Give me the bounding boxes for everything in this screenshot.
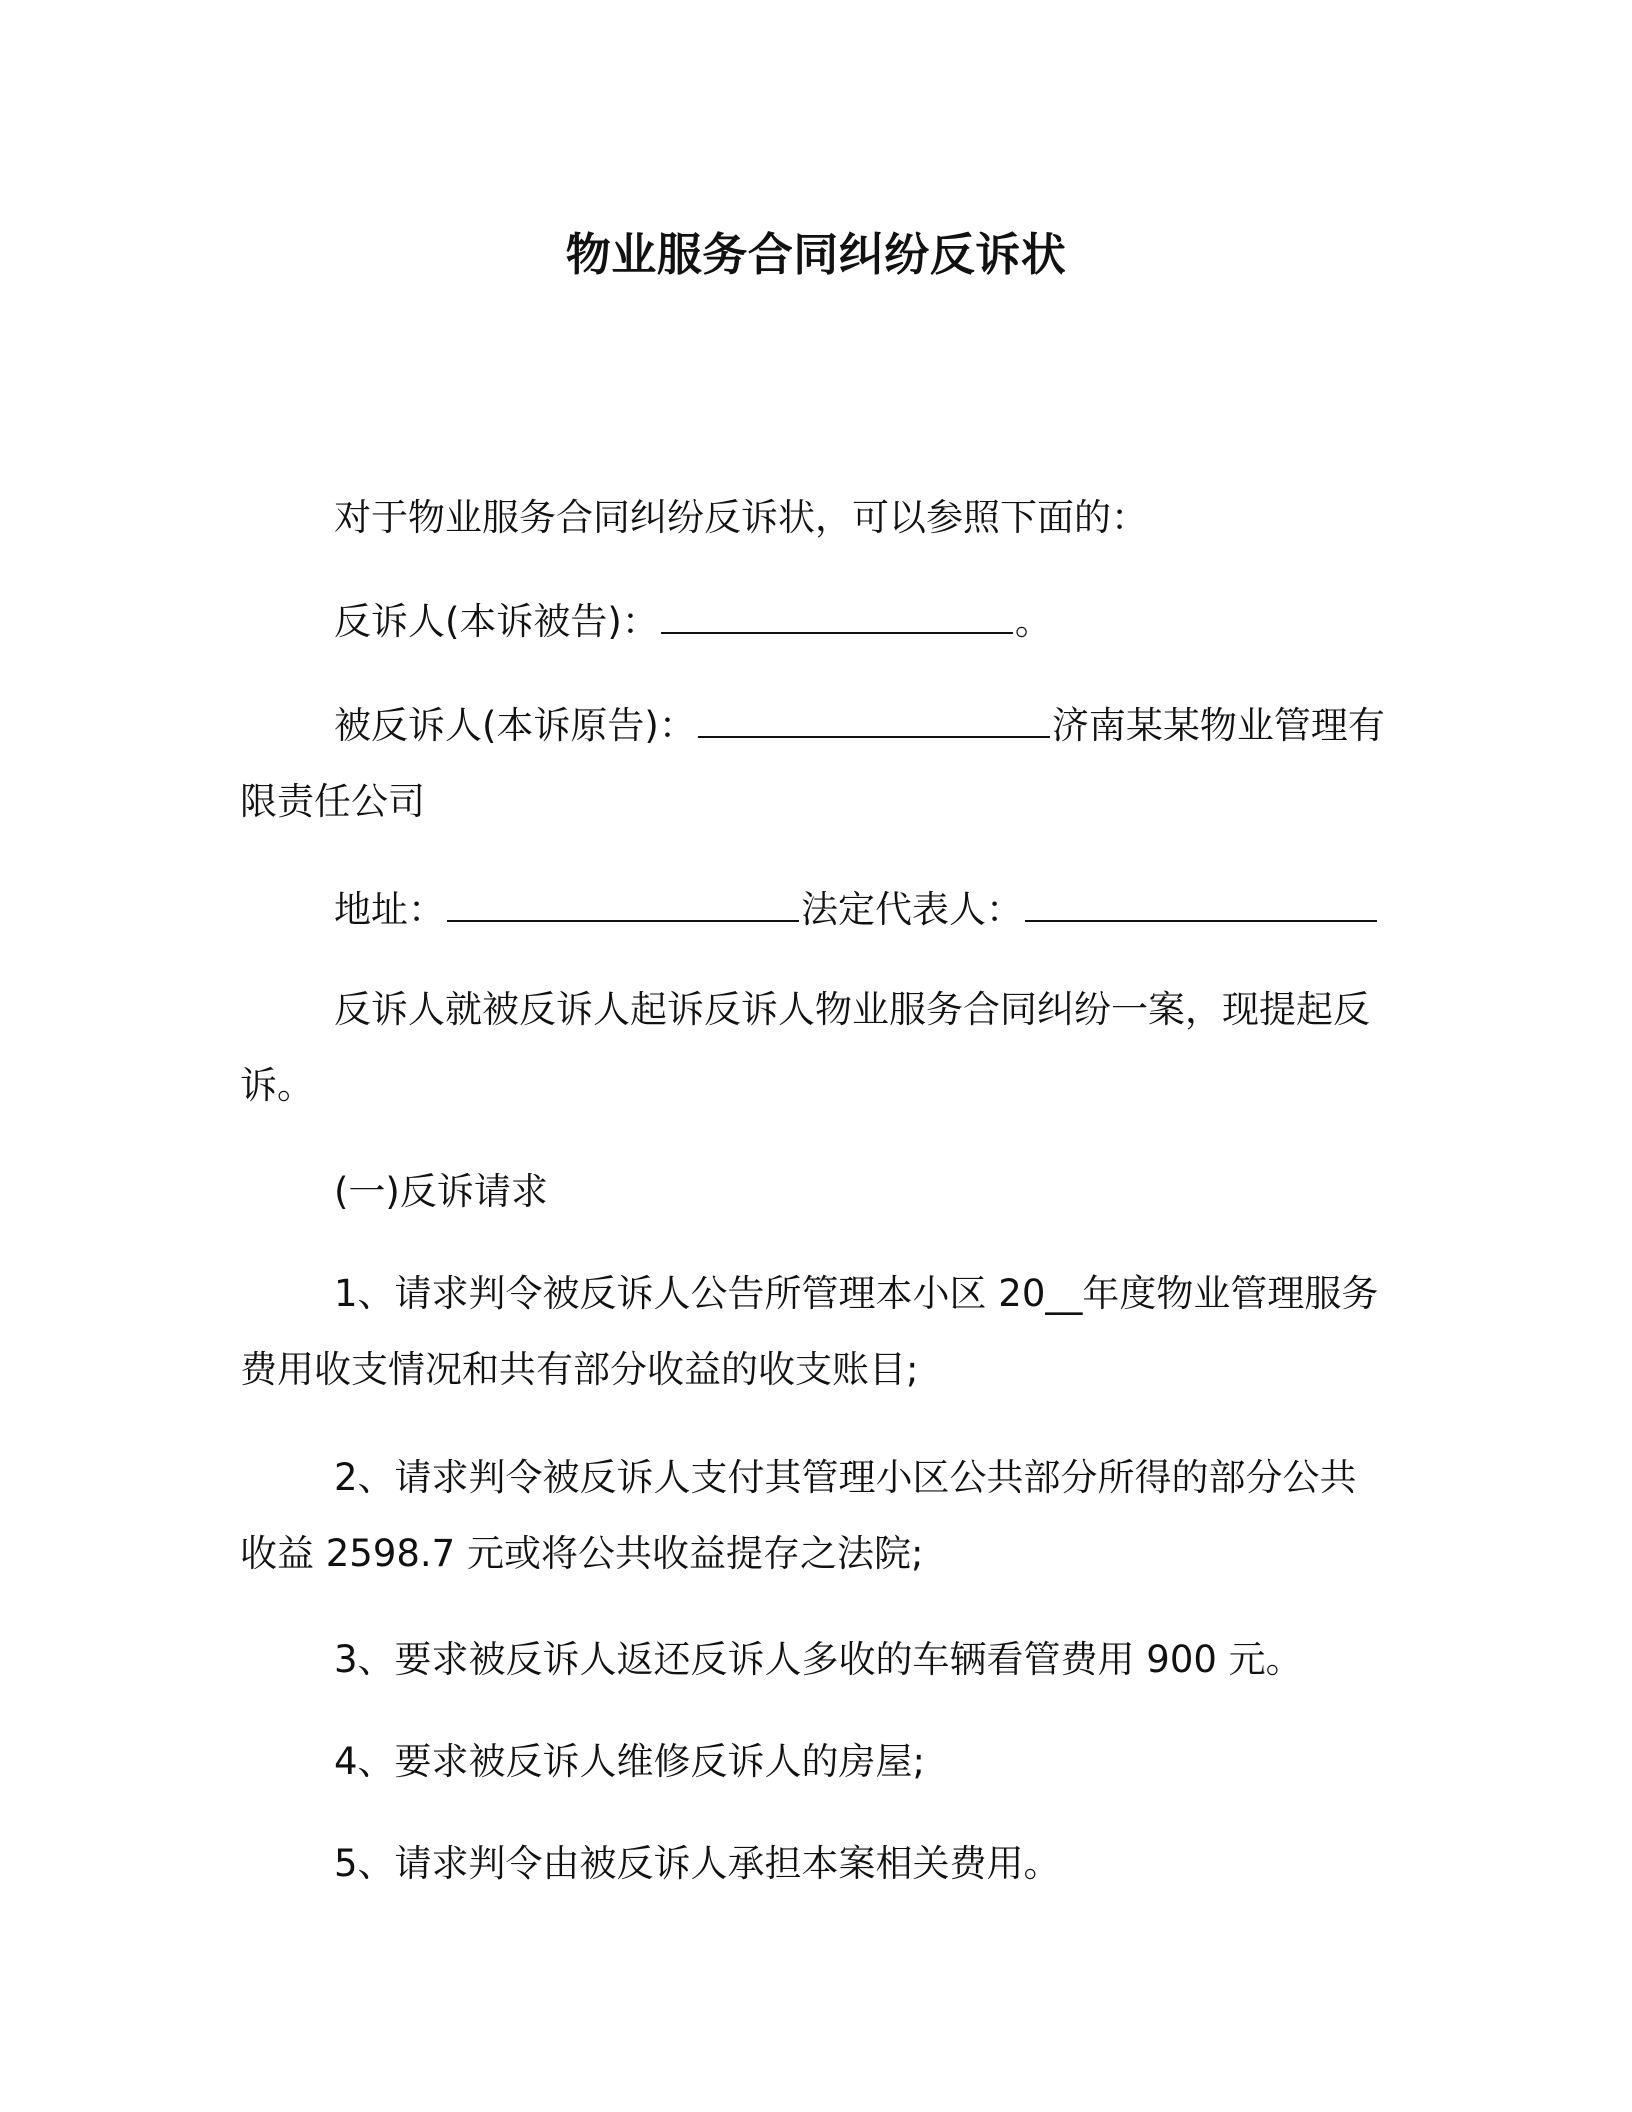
address-line <box>240 872 1390 948</box>
statement-paragraph: 反诉人就被反诉人起诉反诉人物业服务合同纠纷一案，现提起反诉。 <box>240 988 1370 1107</box>
respondent-line <box>240 688 1390 840</box>
intro-paragraph: 对于物业服务合同纠纷反诉状，可以参照下面的： <box>334 496 1148 539</box>
claim-item: 4、要求被反诉人维修反诉人的房屋; <box>334 1740 926 1783</box>
claim-item: 3、要求被反诉人返还反诉人多收的车辆看管费用 900 元。 <box>334 1638 1303 1681</box>
respondent-value: 济南某某物业管理有限责任公司 <box>240 704 1385 823</box>
claim-item: 2、请求判令被反诉人支付其管理小区公共部分所得的部分公共收益 2598.7 元或将公共收益提存之法院; <box>240 1456 1357 1575</box>
document-title: 物业服务合同纠纷反诉状 <box>565 228 1067 281</box>
address-blank <box>447 890 799 922</box>
counterclaimant-line <box>240 584 1390 660</box>
legal-rep-blank <box>1025 890 1377 922</box>
address-label: 地址： <box>334 888 445 931</box>
claim-item: 1、请求判令被反诉人公告所管理本小区 20__年度物业管理服务费用收支情况和共有部分收益的收支账目; <box>240 1272 1379 1391</box>
respondent-label: 被反诉人(本诉原告)： <box>334 704 696 747</box>
counterclaimant-suffix: 。 <box>1014 600 1052 643</box>
claim-item: 5、请求判令由被反诉人承担本案相关费用。 <box>334 1842 1061 1885</box>
section-heading: (一)反诉请求 <box>334 1170 548 1213</box>
counterclaimant-label: 反诉人(本诉被告)： <box>334 600 659 643</box>
counterclaimant-blank <box>661 602 1013 634</box>
legal-rep-label: 法定代表人： <box>801 888 1023 931</box>
respondent-blank <box>698 706 1050 738</box>
